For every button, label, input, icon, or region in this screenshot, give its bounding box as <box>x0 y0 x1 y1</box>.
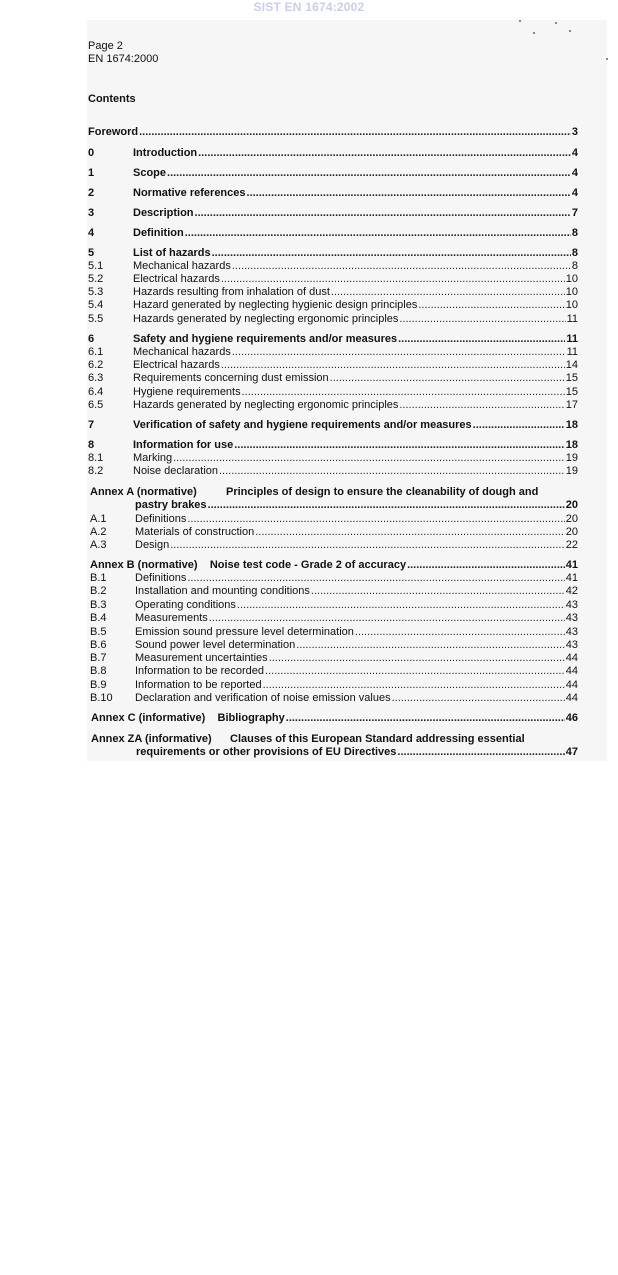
toc-entry-number: B.10 <box>90 692 113 704</box>
toc-entry-number: B.4 <box>90 612 107 624</box>
toc-entry[interactable] <box>88 452 578 465</box>
toc-entry-page: 43 <box>565 639 578 651</box>
toc-entry-number: B.5 <box>90 626 107 638</box>
annex-label: Annex B (normative) <box>90 559 198 571</box>
toc-entry-page: 22 <box>565 539 578 551</box>
toc-entry-number: B.6 <box>90 639 107 651</box>
toc-entry-number: 5.3 <box>88 286 104 298</box>
toc-entry-title: Mechanical hazards <box>133 346 231 358</box>
toc-entry-number: A.3 <box>90 539 107 551</box>
toc-entry-title: Marking <box>133 452 173 464</box>
toc-entry[interactable] <box>88 333 578 346</box>
toc-entry-title: Sound power level determination <box>135 639 296 651</box>
toc-entry-page: 41 <box>565 559 578 571</box>
toc-entry-number: 0 <box>88 147 95 159</box>
toc-entry-page: 46 <box>565 712 578 724</box>
toc-entry[interactable] <box>88 313 578 326</box>
toc-entry-title: Information to be reported <box>135 679 262 691</box>
toc-entry[interactable] <box>88 399 578 412</box>
toc-entry-title: Electrical hazards <box>133 359 220 371</box>
toc-entry-number: B.1 <box>90 572 107 584</box>
toc-entry[interactable] <box>88 227 578 240</box>
toc-entry-number: 4 <box>88 227 95 239</box>
toc-entry-page: 11 <box>566 333 578 345</box>
toc-entry-title: Measurement uncertainties <box>135 652 268 664</box>
toc-entry-page: 11 <box>566 313 578 325</box>
toc-entry-title: Hazards generated by neglecting ergonomic principles <box>133 313 399 325</box>
toc-entry[interactable] <box>88 273 578 286</box>
toc-entry[interactable] <box>88 359 578 372</box>
toc-entry-page: 44 <box>565 679 578 691</box>
toc-entry-number: 8 <box>88 439 95 451</box>
toc-entry-title: Requirements concerning dust emission <box>133 372 329 384</box>
toc-entry[interactable] <box>88 612 578 625</box>
toc-entry-page: 20 <box>565 513 578 525</box>
toc-entry-page: 41 <box>565 572 578 584</box>
toc-entry[interactable] <box>88 207 578 220</box>
page-header <box>88 40 158 66</box>
toc-entry-title: Operating conditions <box>135 599 236 611</box>
toc-entry[interactable] <box>88 539 578 552</box>
toc-entry-number: 6 <box>88 333 95 345</box>
toc-entry[interactable] <box>88 372 578 385</box>
watermark: SIST EN 1674:2002 <box>253 0 365 14</box>
toc-entry-title: Installation and mounting conditions <box>135 585 310 597</box>
toc-entry-foreword[interactable] <box>88 126 578 139</box>
toc-entry-page: 44 <box>565 652 578 664</box>
toc-entry-number: 6.4 <box>88 386 104 398</box>
toc-entry-page: 8 <box>571 247 578 259</box>
toc-annex-za-heading-cont[interactable] <box>88 746 578 759</box>
annex-title-cont: requirements or other provisions of EU Directives <box>136 746 397 758</box>
standard-number: EN 1674:2000 <box>88 53 159 65</box>
toc-entry-title: Mechanical hazards <box>133 260 231 272</box>
toc-entry-title: Hazards resulting from inhalation of dust <box>133 286 330 298</box>
toc-entry-page: 17 <box>565 399 578 411</box>
toc-entry-title: Materials of construction <box>135 526 255 538</box>
toc-entry-title: Emission sound pressure level determination <box>135 626 354 638</box>
toc-entry-page: 47 <box>565 746 578 758</box>
toc-entry-title: Introduction <box>133 147 198 159</box>
toc-entry-page: 4 <box>571 187 578 199</box>
toc-entry-title: Normative references <box>133 187 246 199</box>
toc-entry-number: 2 <box>88 187 95 199</box>
annex-title-cont: pastry brakes <box>135 499 207 511</box>
toc-annex-b-heading[interactable] <box>88 559 578 572</box>
toc-entry-number: B.2 <box>90 585 107 597</box>
toc-entry-page: 18 <box>565 439 578 451</box>
toc-entry-number: 6.2 <box>88 359 104 371</box>
annex-title: Principles of design to ensure the cleanability of dough and <box>226 486 539 498</box>
toc-entry[interactable] <box>88 386 578 399</box>
toc-entry-number: 3 <box>88 207 95 219</box>
toc-entry[interactable] <box>88 639 578 652</box>
toc-entry[interactable] <box>88 419 578 432</box>
toc-entry-number: 5.2 <box>88 273 104 285</box>
toc-entry-number: A.2 <box>90 526 107 538</box>
annex-title: Noise test code - Grade 2 of accuracy <box>209 559 407 571</box>
toc-entry-page: 11 <box>566 346 578 358</box>
toc-entry[interactable] <box>88 513 578 526</box>
toc-entry[interactable] <box>88 692 578 705</box>
toc-entry-page: 43 <box>565 612 578 624</box>
toc-entry[interactable] <box>88 585 578 598</box>
toc-entry[interactable] <box>88 299 578 312</box>
toc-entry-number: 5.4 <box>88 299 104 311</box>
toc-entry-title: Hygiene requirements <box>133 386 241 398</box>
toc-annex-c-heading[interactable] <box>88 712 578 725</box>
toc-entry[interactable] <box>88 626 578 639</box>
toc-annex-a-heading-cont[interactable] <box>88 499 578 512</box>
contents-heading: Contents <box>88 93 136 105</box>
toc-entry-page: 3 <box>571 126 578 138</box>
toc-entry[interactable] <box>88 465 578 478</box>
toc-entry-number: B.9 <box>90 679 107 691</box>
toc-entry[interactable] <box>88 679 578 692</box>
toc-entry-page: 20 <box>565 499 578 511</box>
toc-annex-za-heading[interactable] <box>88 733 578 746</box>
toc-entry-page: 19 <box>565 465 578 477</box>
toc-entry-page: 15 <box>565 386 578 398</box>
toc-entry-title: Measurements <box>135 612 208 624</box>
toc-entry-title: Information to be recorded <box>135 665 265 677</box>
toc-entry[interactable] <box>88 572 578 585</box>
toc-entry-number: B.7 <box>90 652 107 664</box>
toc-entry[interactable] <box>88 652 578 665</box>
annex-label: Annex ZA (informative) <box>91 733 212 745</box>
toc-entry-number: 1 <box>88 167 95 179</box>
toc-entry-page: 7 <box>571 207 578 219</box>
toc-entry-page: 19 <box>565 452 578 464</box>
toc-entry-title: List of hazards <box>133 247 211 259</box>
toc-entry-page: 44 <box>565 665 578 677</box>
toc-entry[interactable] <box>88 599 578 612</box>
toc-entry-title: Definitions <box>135 513 187 525</box>
toc-entry-title: Hazard generated by neglecting hygienic design principles <box>133 299 418 311</box>
toc-entry[interactable] <box>88 247 578 260</box>
toc-entry-page: 10 <box>565 273 578 285</box>
toc-entry-number: 8.2 <box>88 465 104 477</box>
toc-entry-page: 15 <box>565 372 578 384</box>
toc-entry-number: B.8 <box>90 665 107 677</box>
toc-entry-number: 6.3 <box>88 372 104 384</box>
toc-entry-title: Foreword <box>88 126 139 138</box>
toc-entry[interactable] <box>88 147 578 160</box>
toc-entry-number: 7 <box>88 419 95 431</box>
toc-entry-title: Verification of safety and hygiene requirements and/or measures <box>133 419 472 431</box>
toc-entry-title: Design <box>135 539 170 551</box>
toc-entry-number: A.1 <box>90 513 107 525</box>
toc-entry-number: 6.1 <box>88 346 104 358</box>
toc-entry-page: 8 <box>571 260 578 272</box>
toc-entry-page: 42 <box>565 585 578 597</box>
toc-entry-page: 10 <box>565 286 578 298</box>
toc-entry[interactable] <box>88 260 578 273</box>
toc-entry-page: 20 <box>565 526 578 538</box>
toc-entry[interactable] <box>88 526 578 539</box>
toc-entry-title: Definitions <box>135 572 187 584</box>
toc-entry-number: 6.5 <box>88 399 104 411</box>
annex-title: Bibliography <box>217 712 285 724</box>
toc-entry-page: 4 <box>571 147 578 159</box>
toc-entry[interactable] <box>88 439 578 452</box>
annex-label: Annex A (normative) <box>90 486 197 498</box>
toc-entry-title: Safety and hygiene requirements and/or measures <box>133 333 398 345</box>
toc-entry-title: Hazards generated by neglecting ergonomic principles <box>133 399 399 411</box>
toc-entry-page: 14 <box>565 359 578 371</box>
toc-entry[interactable] <box>88 187 578 200</box>
toc-annex-a-heading[interactable] <box>88 486 578 499</box>
toc-entry-page: 4 <box>571 167 578 179</box>
toc-entry-number: B.3 <box>90 599 107 611</box>
toc-entry-page: 43 <box>565 599 578 611</box>
toc-entry-page: 44 <box>565 692 578 704</box>
page-number: Page 2 <box>88 40 123 52</box>
toc-entry-title: Definition <box>133 227 184 239</box>
toc-entry-number: 8.1 <box>88 452 104 464</box>
toc-entry-page: 10 <box>565 299 578 311</box>
toc-entry-page: 43 <box>565 626 578 638</box>
toc-entry[interactable] <box>88 665 578 678</box>
toc-entry-title: Noise declaration <box>133 465 218 477</box>
annex-title: Clauses of this European Standard addressing essential <box>230 733 525 745</box>
toc-entry-page: 18 <box>565 419 578 431</box>
toc-entry-title: Electrical hazards <box>133 273 220 285</box>
toc-entry-title: Declaration and verification of noise emission values <box>135 692 391 704</box>
toc-entry[interactable] <box>88 167 578 180</box>
toc-entry-page: 8 <box>571 227 578 239</box>
toc-entry-title: Description <box>133 207 194 219</box>
toc-entry-number: 5 <box>88 247 95 259</box>
toc-entry-title: Scope <box>133 167 167 179</box>
toc-entry-title: Information for use <box>133 439 234 451</box>
toc-entry[interactable] <box>88 346 578 359</box>
annex-label: Annex C (informative) <box>91 712 206 724</box>
toc-entry-number: 5.1 <box>88 260 104 272</box>
toc-entry[interactable] <box>88 286 578 299</box>
toc-entry-number: 5.5 <box>88 313 104 325</box>
